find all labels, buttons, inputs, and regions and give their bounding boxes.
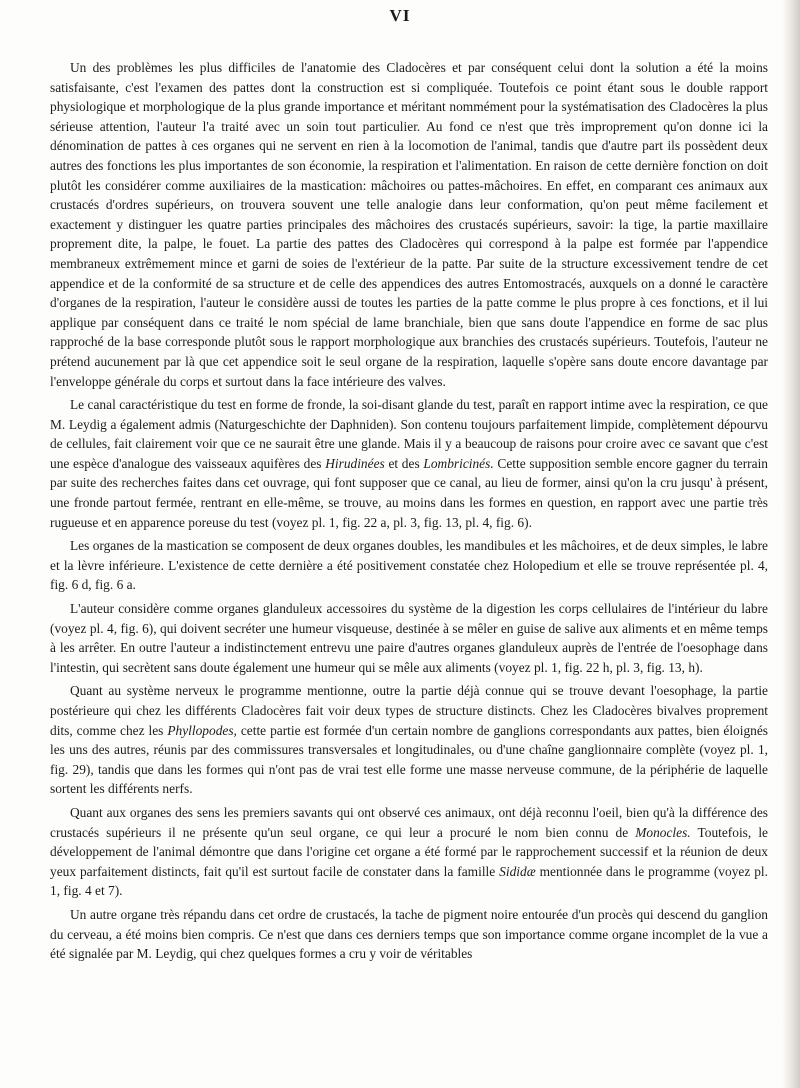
text-run: Le canal caractéristique du test en forme de fronde, la soi-disant glande du test, paraît en rapport intime avec la respiration, ce que M. Leydig a également admis (Naturgeschichte der Daphniden). Son contenu toujours parfaitement limpide, complètement dépourvu de cellules, fait clairement voir que ce ne saurait être une glande. Mais il y a beaucoup de raisons pour croire avec ce savant que c'est une espèce d'analogue des vaisseaux aquifères des [50,397,768,471]
text-run: et des [384,455,424,471]
text-run: cette partie est formée d'un certain nombre de ganglions correspondants aux pattes, bien éloignés les uns des autres, réunis par des commissures transversales et longitudinales, ou d'une chaîne ganglionnaire complète (voyez pl. 1, fig. 29), tandis que dans les formes qui n'ont pas de vrai test elle forme une masse nerveuse commune, de la périphérie de laquelle sortent les différents nerfs. [50,722,769,797]
text-run: Un des problèmes les plus difficiles de l'anatomie des Cladocères et par conséquent celui dont la solution a été la moins satisfaisante, c'est l'examen des pattes dont la construction est si compliquée. Toutefois ce point étant sous le double rapport physiologique et morphologique de la plus grande importance et méritant nommément pour la systématisation des Cladocères la plus sérieuse attention, l'auteur l'a traité avec un soin tout particulier. Au fond ce n'est que très improprement qu'on donne ici la dénomination de pattes à ces organes qui ne servent en rien à la locomotion de l'animal, tandis que d'autre part ils possèdent deux autres des fonctions les plus importantes de son économie, la respiration et l'alimentation. En raison de cette dernière fonction on doit plutôt les considérer comme auxiliaires de la mastication: mâchoires ou pattes-mâchoires. En effet, en comparant ces animaux aux crustacés d'ordres supérieurs, on trouvera souvent une telle analogie dans leur conformation, qu'on peut même facilement et exactement y distinguer les quatre parties principales des mâchoires des crustacés supérieurs, savoir: la tige, la partie maxillaire proprement dite, la palpe, le fouet. La partie des pattes des Cladocères qui correspond à la palpe est formée par l'appendice membraneux extrêmement mince et garni de soies de l'extérieur de la patte. Par suite de la structure excessivement tendre de cet appendice et de la conformité de sa structure et de celle des appendices des autres Entomostracés, auxquels on a donné le caractère d'organes de la respiration, l'auteur le considère aussi de toutes les parties de la patte comme le plus propre à ces fonctions, et il lui applique par conséquent dans ce traité le nom spécial de lame branchiale, bien que sans doute l'appendice en forme de sac plus rapproché de la base corresponde plutôt sous le rapport morphologique aux branchies des crustacés supérieurs. Toutefois, l'auteur ne prétend aucunement par là que cet appendice soit le seul organe de la respiration, laquelle s'opère sans doute encore davantage par l'enveloppe générale du corps et surtout dans la face intérieure des valves. [50,60,768,389]
italic-term: Monocles. [635,824,691,840]
paragraph [50,681,768,799]
paragraph [50,58,768,391]
paragraph [50,536,768,595]
paragraph [50,803,768,901]
text-run: Quant au système nerveux le programme mentionne, outre la partie déjà connue qui se trouve devant l'oesophage, la partie postérieure qui chez les différents Cladocères fait voir deux types de structure distincts. Chez les Cladocères bivalves proprement dits, comme chez les [50,683,768,738]
body-text [50,58,768,968]
text-run: Toutefois, le développement de l'animal démontre que dans l'origine cet organe a été formé par le rapprochement successif et la réunion de deux yeux parfaitement distincts, fait qu'il est surtout facile de constater dans la famille [50,824,768,879]
page-edge-shadow [782,0,800,1088]
text-run: Les organes de la mastication se composent de deux organes doubles, les mandibules et les mâchoires, et de deux simples, le labre et la lèvre inférieure. L'existence de cette dernière a été positivement constatée chez Holopedium et elle se trouve représentée pl. 4, fig. 6 d, fig. 6 a. [50,538,768,593]
paragraph [50,395,768,532]
text-run: mentionnée dans le programme (voyez pl. 1, fig. 4 et 7). [50,863,769,899]
italic-term: Phyllopodes, [167,722,237,738]
text-run: Cette supposition semble encore gagner du terrain par suite des recherches faites dans cet ouvrage, qui font supposer que ce canal, au lieu de former, ainsi qu'on la cru jusqu' à présent, une fronde partout fermée, rentrant en elle-même, se trouve, au moins dans les formes en question, en rapport avec une partie très rugueuse et en apparence poreuse du test (voyez pl. 1, fig. 22 a, pl. 3, fig. 13, pl. 4, fig. 6). [50,455,769,530]
page-number: VI [389,6,411,25]
text-run: Quant aux organes des sens les premiers savants qui ont observé ces animaux, ont déjà reconnu l'oeil, bien qu'à la différence des crustacés supérieurs il ne présente qu'un seul organe, ce qui leur a procuré le nom bien connu de [50,804,768,840]
paragraph [50,905,768,964]
italic-term: Lombricinés. [423,455,494,471]
text-run: L'auteur considère comme organes glanduleux accessoires du système de la digestion les corps cellulaires de l'intérieur du labre (voyez pl. 4, fig. 6), qui doivent secréter une humeur visqueuse, destinée à se mêler en guise de salive aux aliments et en même temps à les arrêter. En outre l'auteur a indistinctement entrevu une paire d'autres organes glanduleux auprès de l'entrée de l'oesophage dans l'intestin, qui secrètent sans doute également une humeur qui se mêle aux aliments (voyez pl. 1, fig. 22 h, pl. 3, fig. 13, h). [50,601,768,675]
text-run: Un autre organe très répandu dans cet ordre de crustacés, la tache de pigment noire entourée d'un procès qui descend du ganglion du cerveau, a été moins bien compris. Ce n'est que dans ces derniers temps que son importance comme organe incomplet de la vue a été signalée par M. Leydig, qui chez quelques formes a cru y voir de véritables [50,906,768,962]
italic-term: Hirudinées [325,455,385,471]
paragraph [50,599,768,677]
italic-term: Sididæ [499,863,536,879]
